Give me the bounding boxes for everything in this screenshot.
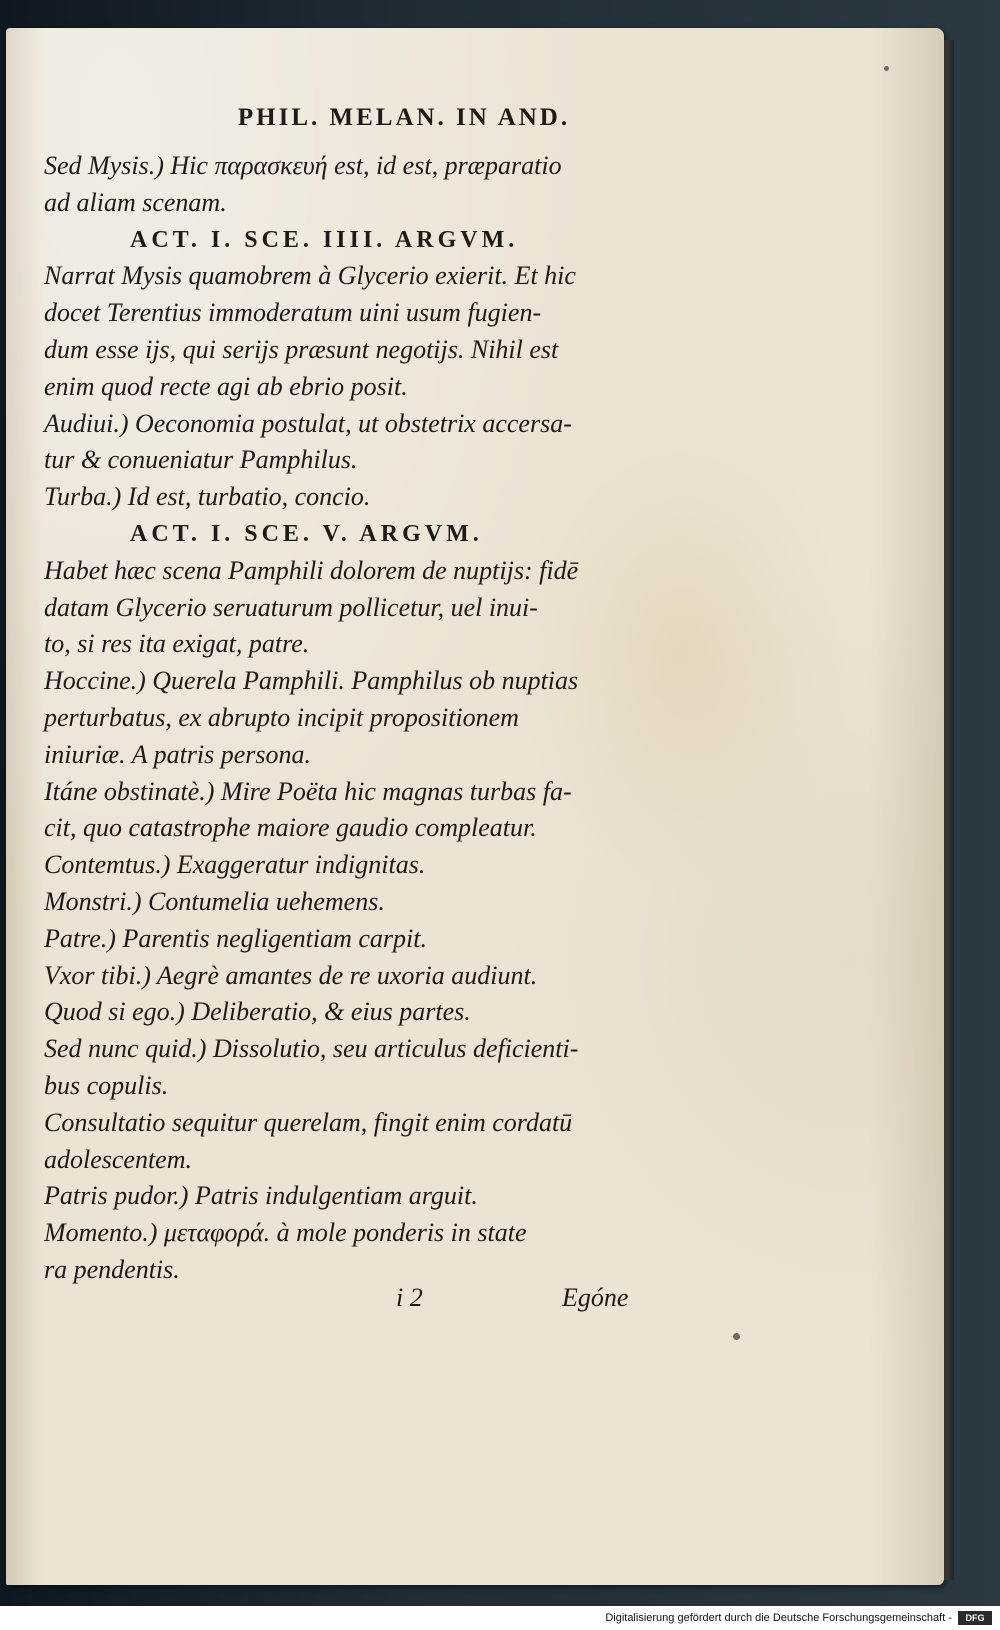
text-line: Vxor tibi.) Aegrè amantes de re uxoria audiunt. — [44, 960, 538, 990]
text-line: tur & conueniatur Pamphilus. — [44, 445, 358, 475]
text-line: Patris pudor.) Patris indulgentiam arguit. — [44, 1181, 478, 1211]
text-line: dum esse ijs, qui serijs præsunt negotijs. Nihil est — [44, 334, 559, 364]
commentary-entry — [44, 479, 684, 516]
scene-heading: ACT. I. SCE. IIII. ARGVM. — [130, 226, 519, 253]
text-line: Turba.) Id est, turbatio, concio. — [44, 482, 371, 512]
text-line: datam Glycerio seruaturum pollicetur, uel inui- — [44, 592, 538, 622]
commentary-entry — [44, 921, 684, 958]
text-line: Audiui.) Oeconomia postulat, ut obstetrix accersa- — [44, 408, 572, 438]
commentary-entry — [44, 148, 684, 222]
text-line: Momento.) μεταφορά. à mole ponderis in state — [44, 1218, 527, 1248]
commentary-entry — [44, 1178, 684, 1215]
text-line: Consultatio sequitur querelam, fingit enim cordatū — [44, 1107, 573, 1137]
text-line: ad aliam scenam. — [44, 187, 227, 217]
signature-mark: i 2 — [396, 1283, 423, 1312]
text-line: bus copulis. — [44, 1070, 169, 1100]
commentary-entry — [44, 847, 684, 884]
commentary-entry — [44, 994, 684, 1031]
catchword: Egóne — [562, 1283, 629, 1312]
commentary-entry — [44, 958, 684, 995]
text-line: Contemtus.) Exaggeratur indignitas. — [44, 850, 426, 880]
commentary-entry — [44, 774, 684, 848]
text-line: perturbatus, ex abrupto incipit propositionem — [44, 702, 519, 732]
scene-heading: ACT. I. SCE. V. ARGVM. — [130, 520, 483, 547]
text-line: Habet hæc scena Pamphili dolorem de nuptijs: fidē — [44, 555, 579, 585]
text-line: Itáne obstinatè.) Mire Poëta hic magnas turbas fa- — [44, 776, 572, 806]
text-line: cit, quo catastrophe maiore gaudio compleatur. — [44, 813, 537, 843]
text-line: to, si res ita exigat, patre. — [44, 629, 310, 659]
text-line: enim quod recte agi ab ebrio posit. — [44, 371, 408, 401]
digitization-credit-bar — [0, 1606, 1000, 1630]
commentary-entry — [44, 663, 684, 773]
commentary-entry — [44, 1105, 684, 1179]
text-line: Sed nunc quid.) Dissolutio, seu articulus deficienti- — [44, 1034, 579, 1064]
commentary-entries — [44, 148, 684, 1289]
commentary-entry — [44, 406, 684, 480]
text-line: iniuriæ. A patris persona. — [44, 739, 312, 769]
commentary-entry — [44, 258, 684, 405]
text-line: adolescentem. — [44, 1144, 193, 1174]
text-line: Quod si ego.) Deliberatio, & eius partes. — [44, 997, 471, 1027]
text-line: Hoccine.) Querela Pamphili. Pamphilus ob nuptias — [44, 666, 579, 696]
commentary-entry — [44, 884, 684, 921]
paper-speck — [733, 1333, 740, 1340]
dfg-logo: DFG — [958, 1611, 992, 1625]
commentary-entry — [44, 1215, 684, 1289]
text-line: Sed Mysis.) Hic παρασκευή est, id est, præparatio — [44, 151, 562, 180]
commentary-entry — [44, 553, 684, 663]
text-line: docet Terentius immoderatum uini usum fugien- — [44, 298, 542, 328]
commentary-entry — [44, 1031, 684, 1105]
page-text — [44, 100, 684, 1289]
page-footer — [44, 1283, 684, 1319]
paper-speck — [884, 66, 889, 71]
text-line: Narrat Mysis quamobrem à Glycerio exierit. Et hic — [44, 261, 576, 291]
credit-text: Digitalisierung gefördert durch die Deutsche Forschungsgemeinschaft - — [605, 1612, 952, 1624]
text-line: Patre.) Parentis negligentiam carpit. — [44, 923, 427, 953]
text-line: ra pendentis. — [44, 1254, 180, 1284]
running-head: PHIL. MELAN. IN AND. — [237, 104, 571, 131]
text-line: Monstri.) Contumelia uehemens. — [44, 886, 385, 916]
